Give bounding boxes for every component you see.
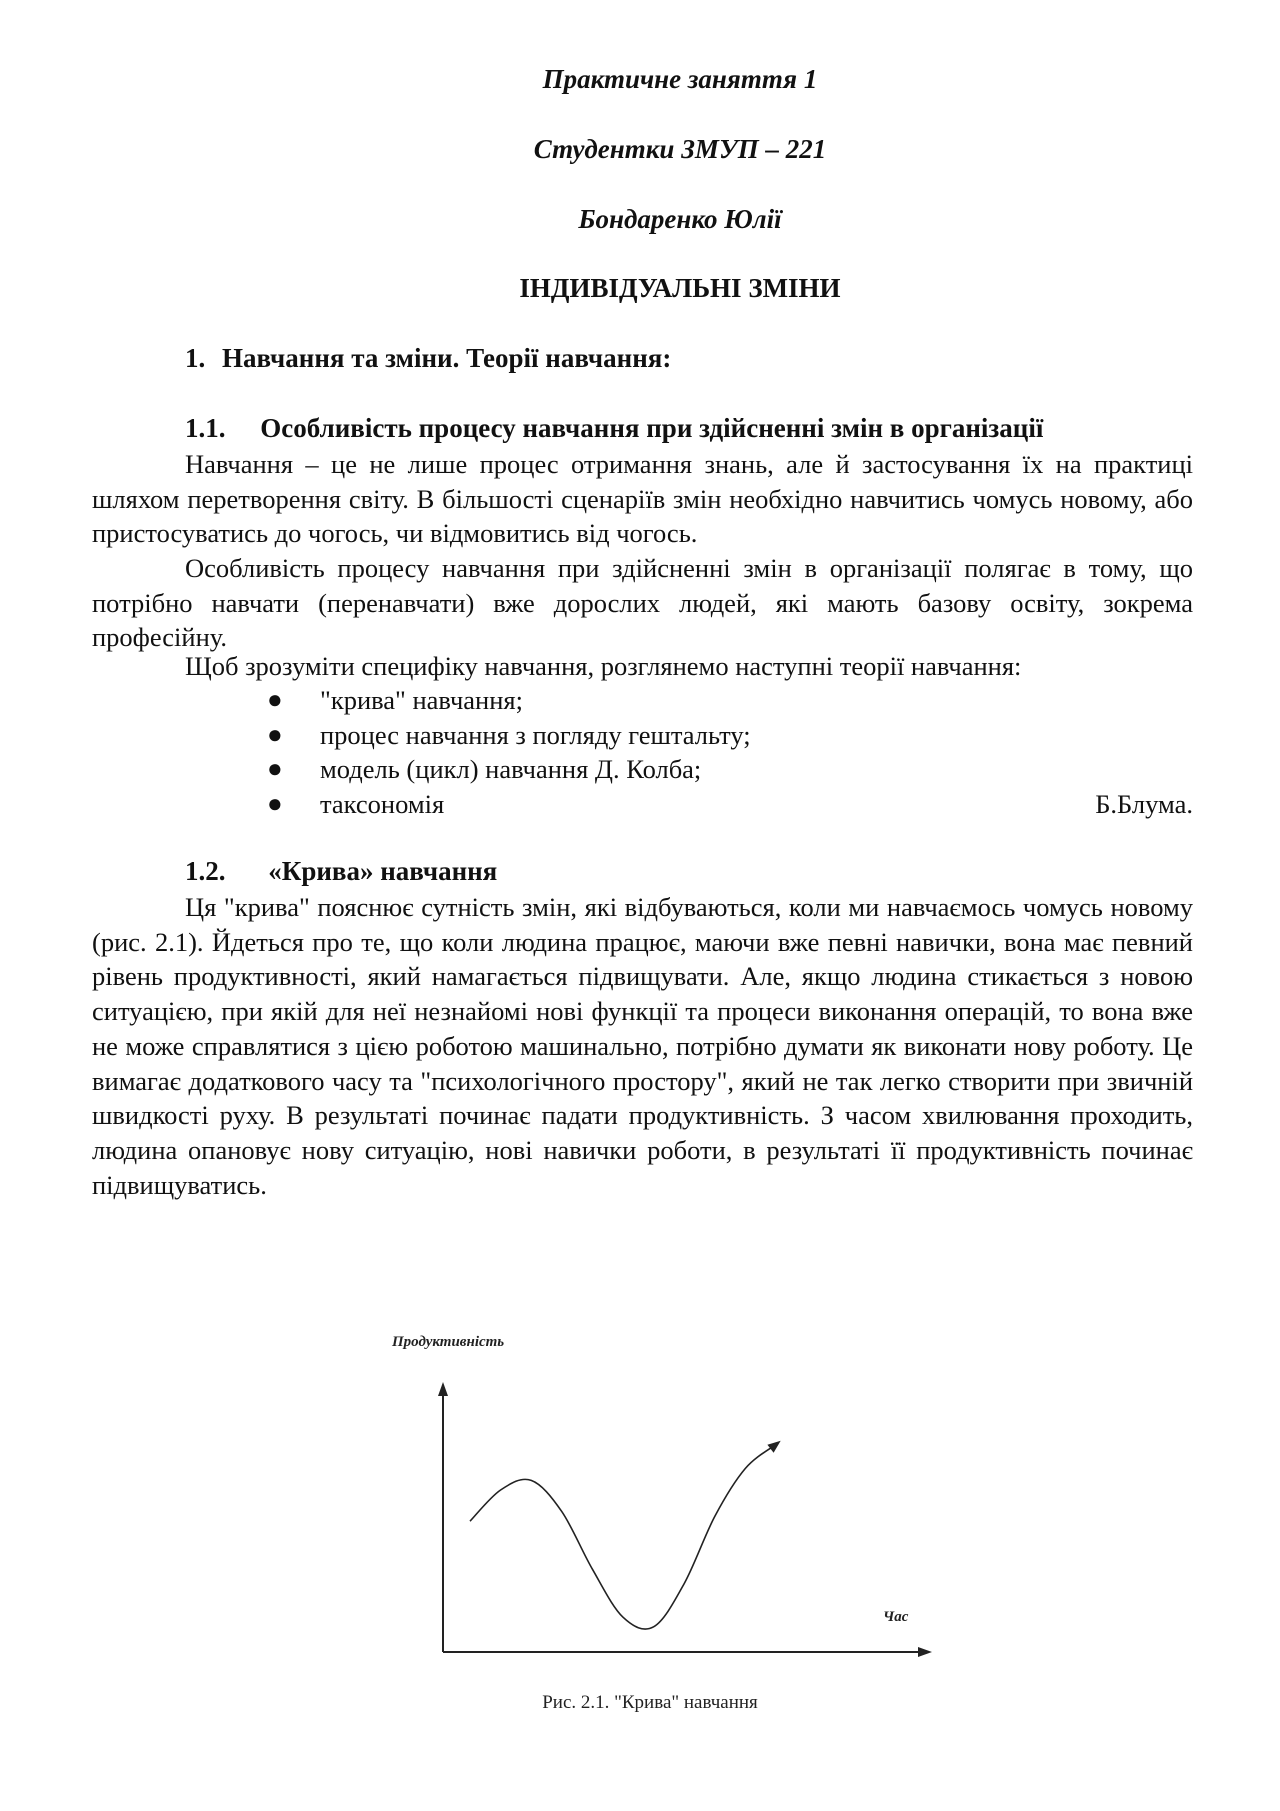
figure-caption: Рис. 2.1. "Крива" навчання: [542, 1692, 758, 1713]
paragraph-learning-curve: Ця "крива" пояснює сутність змін, які відбуваються, коли ми навчаємось чомусь новому (рис. 2.1). Йдеться про те, що коли людина працює, маючи вже певні навички, вона має певний рівень продуктивності, який намагається підвищувати. Але, якщо людина стикається з новою ситуацією, при якій для неї незнайомі нові функції та процеси виконання операцій, то вона вже не може справлятися з цією роботою машинально, потрібно думати як виконати нову роботу. Це вимагає додаткового часу та "психологічного простору", який не так легко створити при звичній швидкості руху. В результаті починає падати продуктивність. З часом хвилювання проходить, людина опановує нову ситуацію, нові навички роботи, в результаті її продуктивність починає підвищуватись.: [92, 892, 1193, 1200]
bullet-icon: ●: [267, 685, 283, 714]
theories-list: [92, 683, 1193, 822]
x-axis-label: Час: [883, 1609, 909, 1625]
list-item: ● "крива" навчання;: [92, 683, 1193, 718]
y-axis-label: Продуктивність: [392, 1334, 505, 1350]
document-title: ІНДИВІДУАЛЬНІ ЗМІНИ: [519, 273, 841, 303]
bullet-author: Б.Блума.: [1095, 789, 1193, 820]
bullet-icon: ●: [267, 789, 283, 819]
section-1-number: 1.: [185, 343, 206, 373]
x-axis-arrow-icon: [918, 1647, 932, 1657]
section-1-2-heading: [185, 856, 497, 887]
y-axis-arrow-icon: [438, 1382, 448, 1396]
list-item: ● таксономія Б.Блума.: [92, 787, 1193, 822]
curve-arrowhead-icon: [767, 1441, 780, 1453]
section-1-1-heading: [185, 413, 1043, 444]
paragraph-learning-specifics: Особливість процесу навчання при здійсненні змін в організації полягає в тому, що потрібно навчати (перенавчати) вже дорослих людей, які мають базову освіту, зокрема професійну.: [92, 553, 1193, 653]
section-1-1-title: Особливість процесу навчання при здійсненні змін в організації: [260, 413, 1044, 443]
list-item: ● процес навчання з погляду гештальту;: [92, 718, 1193, 753]
student-name: Бондаренко Юлії: [578, 204, 782, 234]
series-line-productivity: [470, 1444, 776, 1629]
list-item: ● модель (цикл) навчання Д. Колба;: [92, 752, 1193, 787]
section-1-title: Навчання та зміни. Теорії навчання:: [222, 343, 672, 373]
section-1-2-number: 1.2.: [185, 856, 226, 886]
bullet-icon: ●: [267, 754, 283, 784]
section-1-heading: [185, 343, 671, 374]
bullet-icon: ●: [267, 719, 283, 749]
paragraph-theories-intro: Щоб зрозуміти специфіку навчання, розглянемо наступні теорії навчання:: [185, 651, 1022, 681]
paragraph-learning-definition: Навчання – це не лише процес отримання знань, але й застосування їх на практиці шляхом перетворення світу. В більшості сценаріїв змін необхідно навчитись чомусь новому, або пристосуватись до чогось, чи відмовитись від чогось.: [92, 449, 1193, 549]
section-1-2-title: «Крива» навчання: [268, 856, 498, 886]
practical-title: Практичне заняття 1: [542, 64, 818, 94]
curve-group: [470, 1441, 781, 1629]
section-1-1-number: 1.1.: [185, 413, 226, 443]
student-group: Студентки ЗМУП – 221: [533, 134, 827, 164]
learning-curve-chart: [380, 1320, 940, 1690]
